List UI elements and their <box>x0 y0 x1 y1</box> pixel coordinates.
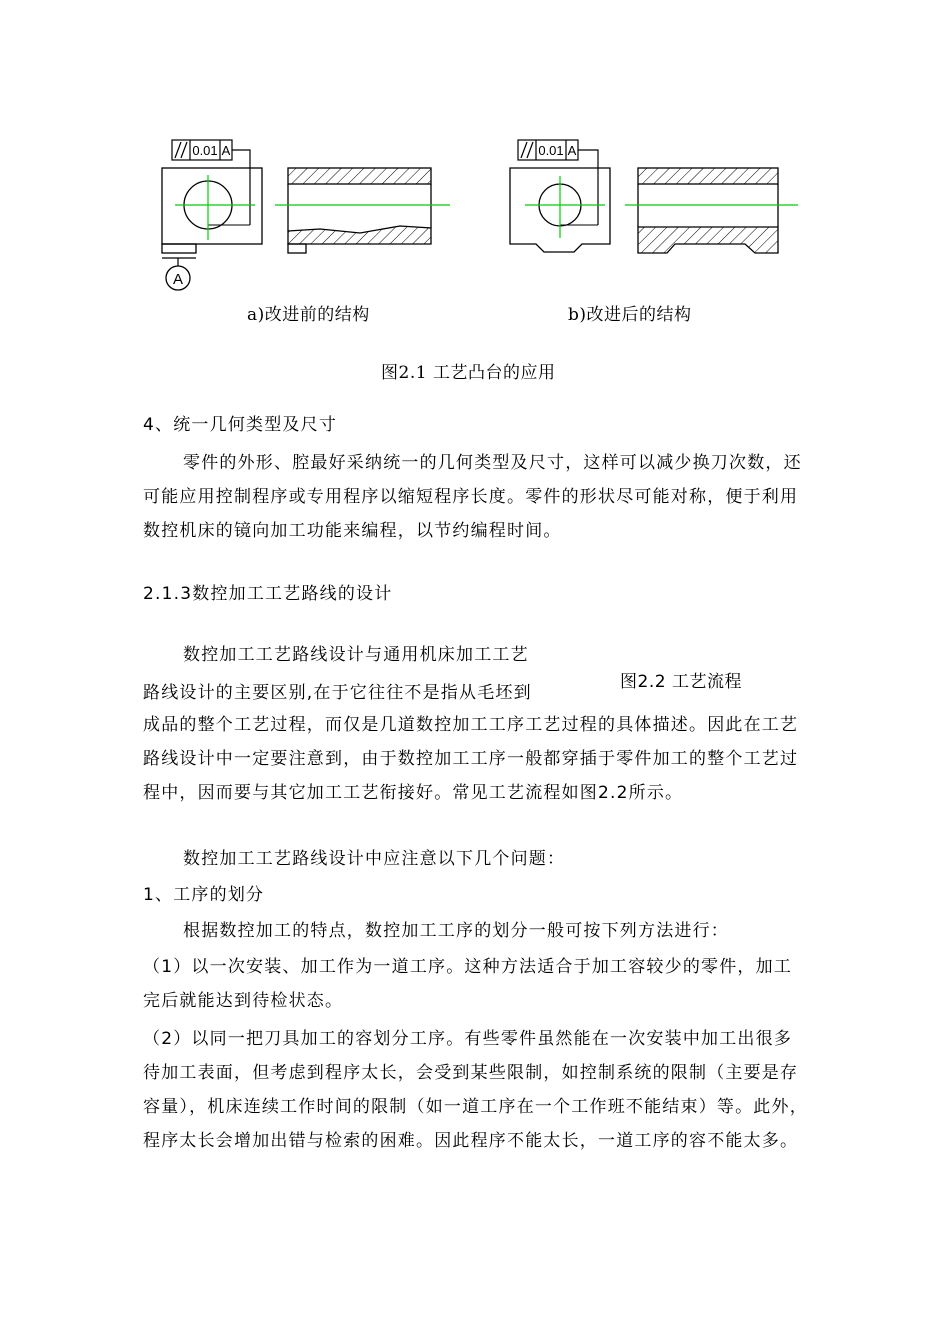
figure-2-1 <box>150 130 810 300</box>
part-section-view-a <box>275 168 450 253</box>
tol-value-a: 0.01 <box>192 143 218 158</box>
section-1-intro: 根据数控加工的特点，数控加工工序的划分一般可按下列方法进行： <box>183 921 729 941</box>
tol-datum-a: A <box>221 143 231 158</box>
datum-label: A <box>172 271 184 288</box>
part-front-view-a <box>162 168 262 290</box>
tol-datum-b: A <box>567 143 577 158</box>
route-line-2: 路线设计的主要区别,在于它往往不是指从毛坯到 <box>143 683 532 703</box>
figure-title: 图2.1 工艺凸台的应用 <box>381 363 556 383</box>
part-section-view-b <box>625 168 798 253</box>
route-line-1: 数控加工工艺路线设计与通用机床加工工艺 <box>183 645 529 665</box>
tolerance-frame-a <box>172 140 250 225</box>
issues-intro: 数控加工工艺路线设计中应注意以下几个问题： <box>183 849 566 869</box>
part-front-view-b <box>510 168 610 252</box>
caption-a: a)改进前的结构 <box>247 305 370 325</box>
section-4-paragraph: 零件的外形、腔最好采纳统一的几何类型及尺寸，这样可以减少换刀次数，还可能应用控制程序或专用程序以缩短程序长度。零件的形状尽可能对称，便于利用数控机床的镜向加工功能来编程，以节约编程时间。 <box>143 453 802 541</box>
section-4-heading: 4、统一几何类型及尺寸 <box>143 415 338 435</box>
item-1: （1）以一次安装、加工作为一道工序。这种方法适合于加工容较少的零件，加工完后就能达到待检状态。 <box>143 957 793 1011</box>
tolerance-frame-b <box>518 140 598 225</box>
section-213-heading: 2.1.3数控加工工艺路线的设计 <box>143 584 393 604</box>
route-paragraph: 成品的整个工艺过程，而仅是几道数控加工工序工艺过程的具体描述。因此在工艺路线设计中一定要注意到，由于数控加工工序一般都穿插于零件加工的整个工艺过程中，因而要与其它加工工艺衔接好。常见工艺流程如图2.2所示。 <box>143 715 799 803</box>
item-2: （2）以同一把刀具加工的容划分工序。有些零件虽然能在一次安装中加工出很多待加工表面，但考虑到程序太长，会受到某些限制，如控制系统的限制（主要是存容量），机床连续工作时间的限制（如一道工序在一个工作班不能结束）等。此外，程序太长会增加出错与检索的困难。因此程序不能太长，一道工序的容不能太多。 <box>143 1029 808 1151</box>
tol-value-b: 0.01 <box>538 143 564 158</box>
figure-2-2-caption: 图2.2 工艺流程 <box>620 672 742 692</box>
section-1-heading: 1、工序的划分 <box>143 885 265 905</box>
caption-b: b)改进后的结构 <box>568 305 692 325</box>
